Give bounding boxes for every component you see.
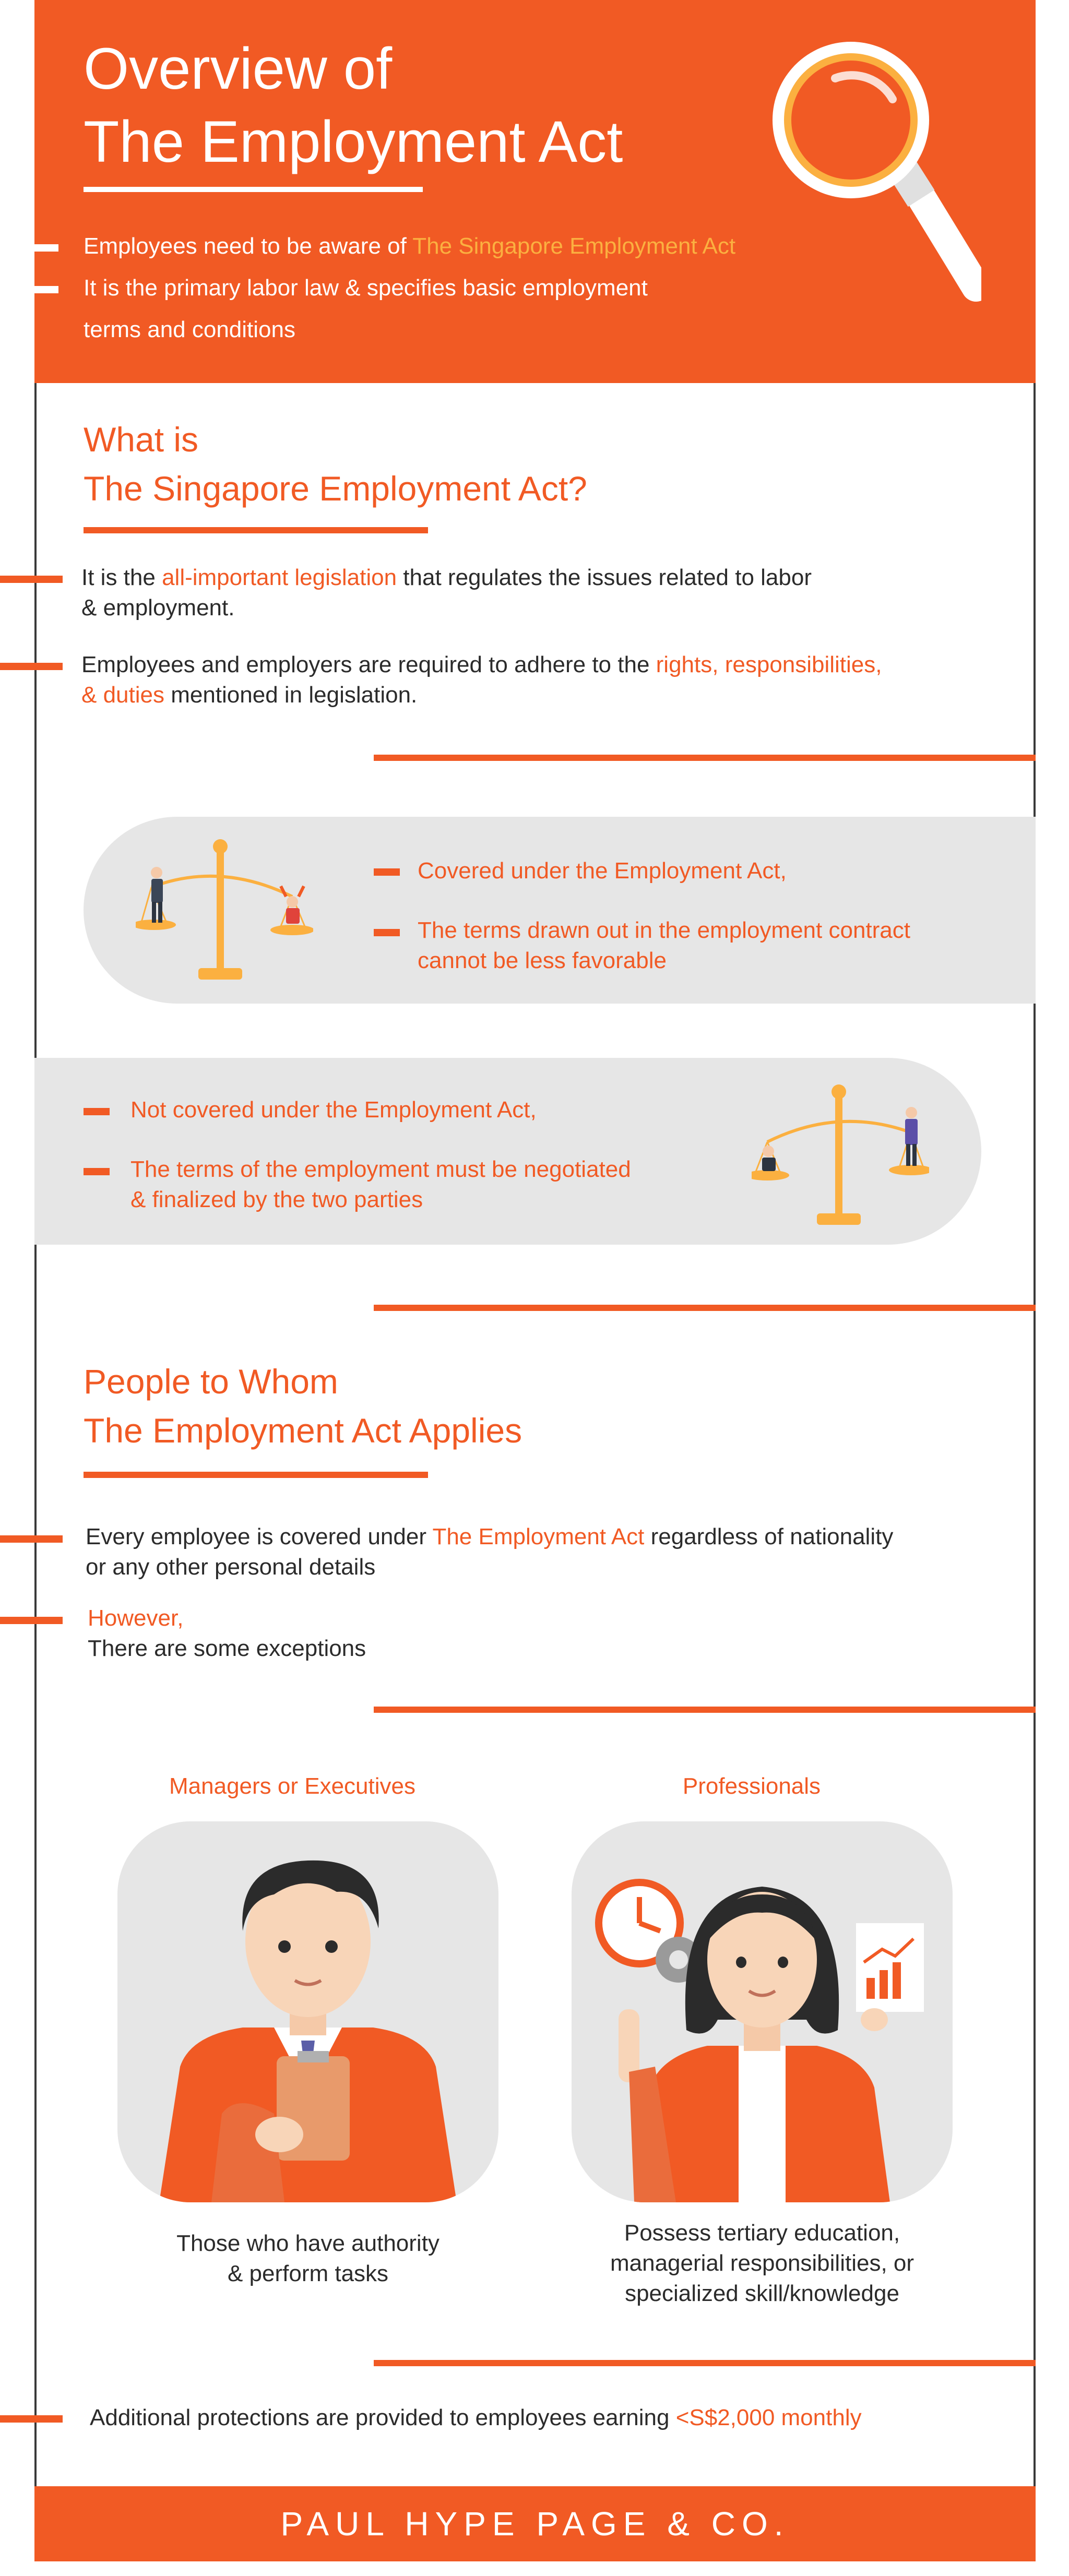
bullet-dash: [0, 2415, 63, 2423]
magnifying-glass-icon: [762, 37, 981, 308]
point2-line2-suffix: mentioned in legislation.: [164, 682, 418, 708]
what-is-point-1: [81, 563, 917, 623]
what-is-title: [84, 415, 814, 513]
applies-point2-highlight: However,: [88, 1605, 184, 1631]
professionals-label: Professionals: [682, 1773, 821, 1799]
header-bullet-2: [84, 267, 773, 351]
bullet-dash: [374, 868, 400, 876]
section-divider: [374, 1305, 1036, 1311]
balance-scale-icon: [136, 835, 313, 992]
applies-point-1: [86, 1522, 973, 1582]
covered-item-2: [418, 915, 1018, 976]
point1-text: It is the: [81, 565, 162, 590]
bullet-dash: [0, 1535, 63, 1543]
not-covered-item-2: [130, 1154, 731, 1215]
bullet-dash: [34, 244, 58, 252]
additional-protections: [90, 2403, 977, 2433]
professional-illustration: [572, 1821, 953, 2202]
applies-title: [84, 1357, 814, 1455]
bullet-dash: [84, 1108, 110, 1115]
section-underline: [84, 1472, 428, 1478]
covered-item-2-line2: cannot be less favorable: [418, 948, 667, 973]
applies-title-line1: People to Whom: [84, 1362, 338, 1401]
not-covered-item-2-line2: & finalized by the two parties: [130, 1187, 423, 1212]
right-border-line: [1034, 381, 1036, 2489]
left-border-line: [34, 0, 37, 2561]
what-is-point-2: [81, 650, 969, 710]
page-title-line1: Overview of: [84, 36, 393, 101]
header-bullet-2-line2: terms and conditions: [84, 317, 295, 342]
bullet-dash: [0, 663, 63, 670]
point2-text: Employees and employers are required to adhere to the: [81, 652, 656, 677]
what-is-title-line1: What is: [84, 420, 199, 459]
applies-point1-suffix: regardless of nationality: [644, 1524, 894, 1549]
covered-item-1: Covered under the Employment Act,: [418, 858, 787, 884]
professionals-caption-line3: specialized skill/knowledge: [625, 2281, 899, 2306]
point1-highlight: all-important legislation: [162, 565, 397, 590]
managers-caption: [73, 2228, 543, 2289]
applies-point1-highlight: The Employment Act: [432, 1524, 645, 1549]
footer-banner: [34, 2486, 1036, 2561]
bullet-dash: [374, 929, 400, 936]
page-title: [84, 32, 762, 178]
covered-item-2-line1: The terms drawn out in the employment contract: [418, 917, 910, 943]
bullet-dash: [0, 576, 63, 583]
applies-title-line2: The Employment Act Applies: [84, 1411, 522, 1450]
section-underline: [84, 527, 428, 533]
not-covered-item-2-line1: The terms of the employment must be negotiated: [130, 1156, 631, 1182]
applies-point1-text: Every employee is covered under: [86, 1524, 433, 1549]
header-bullet-2-line1: It is the primary labor law & specifies basic employment: [84, 275, 648, 301]
point1-line2: & employment.: [81, 595, 235, 621]
bullet-dash: [34, 286, 58, 293]
managers-caption-line2: & perform tasks: [227, 2261, 389, 2286]
applies-point-2: [88, 1603, 923, 1664]
not-covered-item-1: Not covered under the Employment Act,: [130, 1097, 537, 1123]
professionals-caption-line1: Possess tertiary education,: [624, 2220, 900, 2246]
point2-line2-highlight: & duties: [81, 682, 164, 708]
managers-label: Managers or Executives: [169, 1773, 415, 1799]
what-is-title-line2: The Singapore Employment Act?: [84, 469, 587, 508]
bullet-dash: [0, 1617, 63, 1624]
section-divider: [374, 755, 1036, 761]
professionals-caption-line2: managerial responsibilities, or: [610, 2250, 914, 2276]
section-divider: [374, 2360, 1036, 2366]
manager-illustration: [117, 1821, 498, 2202]
header-bullet-1-text: Employees need to be aware of: [84, 233, 413, 259]
header-bullet-1: [84, 225, 773, 267]
applies-point2-line2: There are some exceptions: [88, 1636, 366, 1661]
additional-highlight: <S$2,000 monthly: [675, 2405, 862, 2430]
header-bullet-1-highlight: The Singapore Employment Act: [412, 233, 736, 259]
professionals-caption: [527, 2218, 997, 2309]
title-underline: [84, 187, 423, 192]
balance-scale-icon: [752, 1080, 929, 1237]
point1-suffix: that regulates the issues related to labor: [397, 565, 812, 590]
page-title-line2: The Employment Act: [84, 109, 623, 174]
applies-point1-line2: or any other personal details: [86, 1554, 376, 1580]
managers-caption-line1: Those who have authority: [176, 2231, 440, 2256]
point2-highlight: rights, responsibilities,: [656, 652, 882, 677]
bullet-dash: [84, 1168, 110, 1175]
section-divider: [374, 1707, 1036, 1713]
additional-text: Additional protections are provided to employees earning: [90, 2405, 676, 2430]
footer-brand: PAUL HYPE PAGE & CO.: [280, 2505, 790, 2543]
